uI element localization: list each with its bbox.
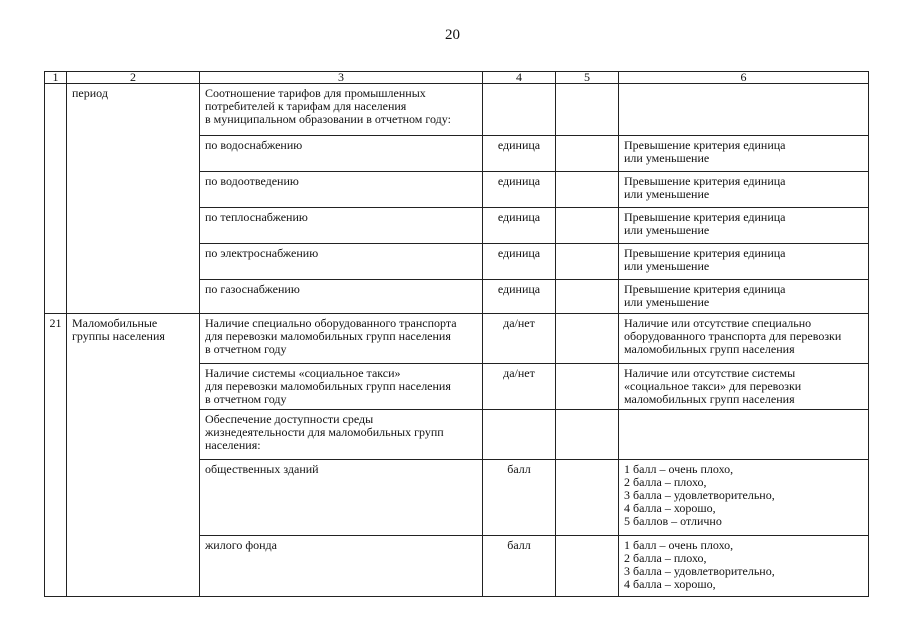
header-col-3: 3 [200, 72, 483, 84]
value-cell [556, 410, 619, 460]
value-cell [556, 460, 619, 536]
criterion-cell [619, 84, 869, 136]
value-cell [556, 244, 619, 280]
criterion-cell: Превышение критерия единица или уменьшение [619, 172, 869, 208]
indicators-table [44, 71, 869, 597]
value-cell [556, 364, 619, 410]
header-col-5: 5 [556, 72, 619, 84]
header-col-4: 4 [483, 72, 556, 84]
header-col-6: 6 [619, 72, 869, 84]
criterion-cell: Превышение критерия единица или уменьшение [619, 208, 869, 244]
indicator-cell: Соотношение тарифов для промышленных потребителей к тарифам для населения в муниципальном образовании в отчетном году: [200, 84, 483, 136]
value-cell [556, 208, 619, 244]
value-cell [556, 84, 619, 136]
indicator-cell: по водоснабжению [200, 136, 483, 172]
unit-cell: единица [483, 136, 556, 172]
unit-cell: балл [483, 460, 556, 536]
row-number-cell [45, 84, 67, 314]
table-header-row [45, 72, 869, 84]
criterion-cell: 1 балл – очень плохо, 2 балла – плохо, 3 балла – удовлетворительно, 4 балла – хорошо, 5 баллов – отлично [619, 460, 869, 536]
indicator-group-cell: Маломобильные группы населения [67, 314, 200, 597]
indicator-cell: жилого фонда [200, 536, 483, 597]
unit-cell: единица [483, 244, 556, 280]
row-number-cell: 21 [45, 314, 67, 597]
indicator-cell: по электроснабжению [200, 244, 483, 280]
criterion-cell: Превышение критерия единица или уменьшение [619, 244, 869, 280]
header-col-1: 1 [45, 72, 67, 84]
criterion-cell: 1 балл – очень плохо, 2 балла – плохо, 3 балла – удовлетворительно, 4 балла – хорошо, [619, 536, 869, 597]
indicator-cell: общественных зданий [200, 460, 483, 536]
criterion-cell [619, 410, 869, 460]
unit-cell: балл [483, 536, 556, 597]
criterion-cell: Превышение критерия единица или уменьшение [619, 136, 869, 172]
indicator-cell: Наличие системы «социальное такси» для перевозки маломобильных групп населения в отчетном году [200, 364, 483, 410]
value-cell [556, 280, 619, 314]
value-cell [556, 536, 619, 597]
unit-cell: да/нет [483, 314, 556, 364]
unit-cell: единица [483, 280, 556, 314]
indicator-group-cell: период [67, 84, 200, 314]
indicator-cell: по газоснабжению [200, 280, 483, 314]
value-cell [556, 136, 619, 172]
value-cell [556, 314, 619, 364]
table-row [45, 314, 869, 364]
unit-cell: да/нет [483, 364, 556, 410]
indicator-cell: по водоотведению [200, 172, 483, 208]
indicator-cell: по теплоснабжению [200, 208, 483, 244]
criterion-cell: Наличие или отсутствие специально оборудованного транспорта для перевозки маломобильных групп населения [619, 314, 869, 364]
unit-cell [483, 410, 556, 460]
criterion-cell: Наличие или отсутствие системы «социальное такси» для перевозки маломобильных групп населения [619, 364, 869, 410]
page-number: 20 [445, 27, 460, 43]
indicator-cell: Наличие специально оборудованного транспорта для перевозки маломобильных групп населения в отчетном году [200, 314, 483, 364]
unit-cell: единица [483, 208, 556, 244]
unit-cell [483, 84, 556, 136]
value-cell [556, 172, 619, 208]
indicator-cell: Обеспечение доступности среды жизнедеятельности для маломобильных групп населения: [200, 410, 483, 460]
unit-cell: единица [483, 172, 556, 208]
criterion-cell: Превышение критерия единица или уменьшение [619, 280, 869, 314]
table-row [45, 84, 869, 136]
header-col-2: 2 [67, 72, 200, 84]
